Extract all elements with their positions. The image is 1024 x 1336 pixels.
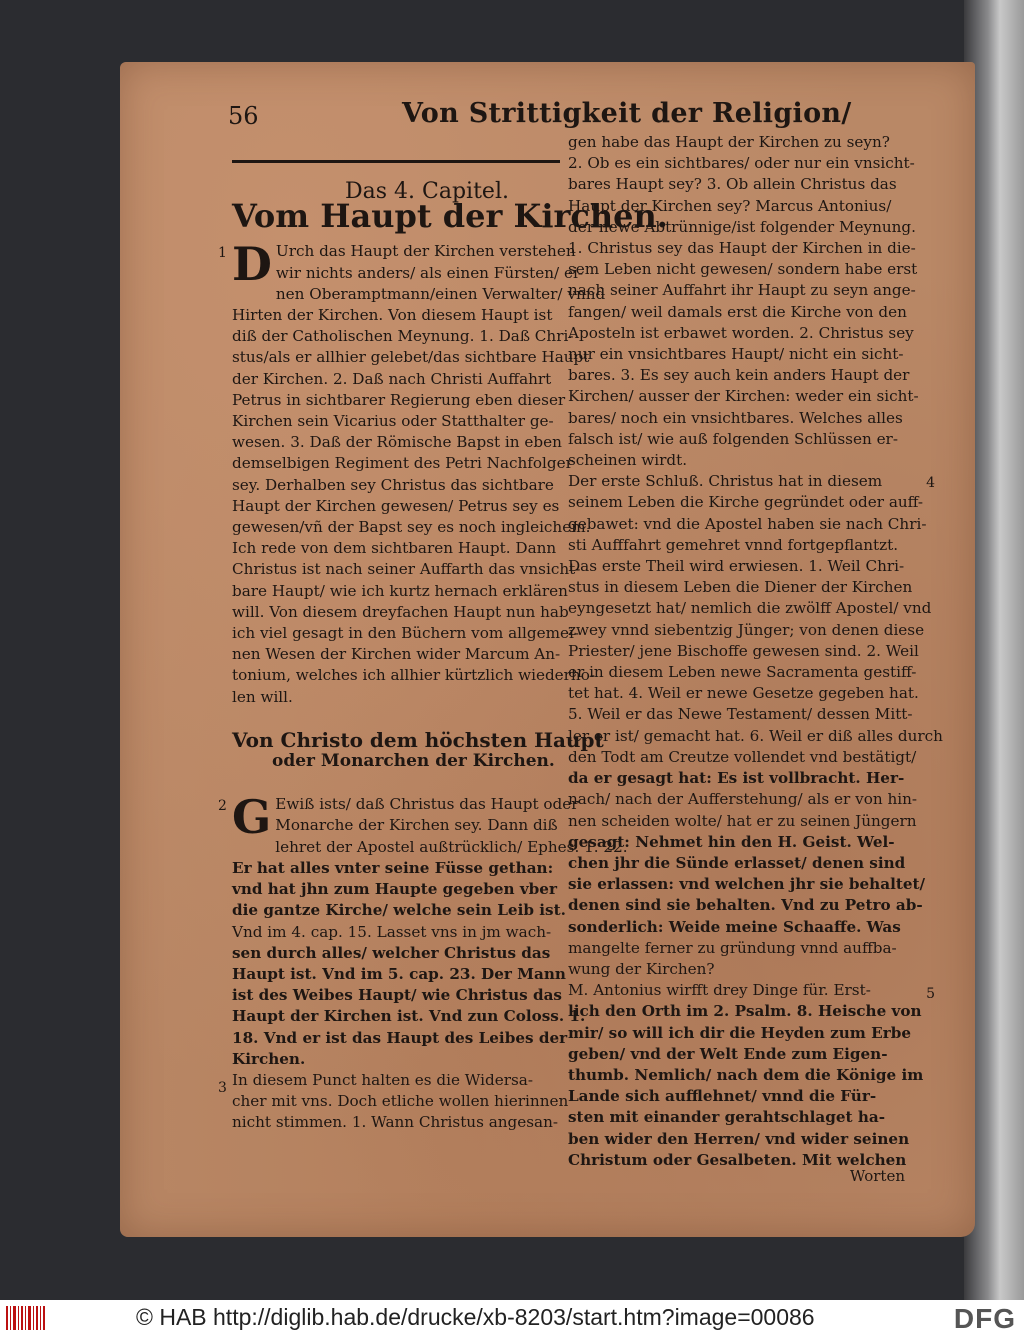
section-1 bbox=[218, 237, 606, 707]
section-3 bbox=[218, 1070, 572, 1134]
text-line: sti Aufffahrt gemehret vnnd fortgepflantzt. bbox=[568, 535, 899, 554]
text-line: 2. Ob es ein sichtbares/ oder nur ein vnsicht- bbox=[568, 154, 915, 173]
text-line: nach seiner Auffahrt ihr Haupt zu seyn ange- bbox=[568, 281, 916, 300]
text-line: Christum oder Gesalbeten. Mit welchen bbox=[568, 1150, 907, 1169]
text-line: Haupt ist. Vnd im 5. cap. 23. Der Mann bbox=[232, 964, 566, 983]
text-line: In diesem Punct halten es die Widersa- bbox=[232, 1070, 533, 1089]
right-text-a bbox=[568, 132, 919, 471]
text-line: Christus ist nach seiner Auffarth das vnsicht- bbox=[232, 560, 581, 579]
text-line: len will. bbox=[232, 687, 293, 706]
text-line: der newe Abtrünnige/ist folgender Meynung. bbox=[568, 217, 916, 236]
text-line: demselbigen Regiment des Petri Nachfolger bbox=[232, 454, 573, 473]
text-line: 5. Weil er das Newe Testament/ dessen Mitt- bbox=[568, 705, 913, 724]
text-line: den Todt am Creutze vollendet vnd bestätigt/ bbox=[568, 747, 917, 766]
section-1-dropcap: D bbox=[232, 237, 272, 292]
text-line: sen durch alles/ welcher Christus das bbox=[232, 943, 551, 962]
text-line: wir nichts anders/ als einen Fürsten/ ei- bbox=[275, 263, 583, 282]
right-text-b bbox=[568, 471, 943, 980]
text-line: will. Von diesem dreyfachen Haupt nun hab bbox=[232, 602, 569, 621]
dfg-logo: DFG bbox=[953, 1303, 1016, 1334]
text-line: wung der Kirchen? bbox=[568, 959, 715, 978]
text-line: Der erste Schluß. Christus hat in diesem bbox=[568, 472, 883, 491]
text-line: sten mit einander gerahtschlaget ha- bbox=[568, 1108, 886, 1127]
text-line: Vnd im 4. cap. 15. Lasset vns in jm wach- bbox=[232, 922, 552, 941]
text-line: gen habe das Haupt der Kirchen zu seyn? bbox=[568, 133, 890, 151]
text-line: nen Oberamptmann/einen Verwalter/ vnnd bbox=[275, 284, 606, 303]
text-line: er in diesem Leben newe Sacramenta gestiff- bbox=[568, 663, 917, 682]
text-line: bares. 3. Es sey auch kein anders Haupt der bbox=[568, 366, 910, 385]
text-line: nach/ nach der Aufferstehung/ als er von hin- bbox=[568, 790, 917, 809]
header-rule bbox=[232, 160, 560, 163]
section-2-text bbox=[232, 790, 628, 1070]
text-line: ben wider den Herren/ vnd wider seinen bbox=[568, 1129, 910, 1148]
chapter-label: Das 4. Capitel. bbox=[345, 179, 509, 204]
text-line: mangelte ferner zu gründung vnnd auffba- bbox=[568, 938, 897, 957]
text-line: gewesen/vñ der Bapst sey es noch ingleichem. bbox=[232, 518, 591, 537]
text-line: sem Leben nicht gewesen/ sondern habe erst bbox=[568, 260, 918, 279]
catchword: Worten bbox=[849, 1167, 905, 1185]
text-line: nen Wesen der Kirchen wider Marcum An- bbox=[232, 645, 561, 664]
text-line: nicht stimmen. 1. Wann Christus angesan- bbox=[232, 1113, 559, 1132]
text-line: seinem Leben die Kirche gegründet oder auff- bbox=[568, 493, 924, 512]
text-line: bare Haupt/ wie ich kurtz hernach erklären bbox=[232, 581, 568, 600]
text-line: da er gesagt hat: Es ist vollbracht. Her- bbox=[568, 769, 905, 788]
text-line: vnd hat jhn zum Haupte gegeben vber bbox=[232, 880, 557, 899]
section-1-number: 1 bbox=[218, 245, 227, 262]
text-line: tonium, welches ich allhier kürtzlich wiederho- bbox=[232, 666, 595, 685]
section-3-text bbox=[232, 1070, 572, 1134]
text-line: ist des Weibes Haupt/ wie Christus das bbox=[232, 986, 562, 1005]
text-line: Hirten der Kirchen. Von diesem Haupt ist bbox=[232, 306, 553, 325]
text-line: chen jhr die Sünde erlasset/ denen sind bbox=[568, 853, 906, 872]
text-line: Priester/ jene Bischoffe gewesen sind. 2. Weil bbox=[568, 641, 919, 660]
text-line: mir/ so will ich dir die Heyden zum Erbe bbox=[568, 1023, 912, 1042]
text-line: Haupt der Kirchen ist. Vnd zun Coloss. 1. bbox=[232, 1007, 586, 1026]
text-line: lich den Orth im 2. Psalm. 8. Heische von bbox=[568, 1002, 922, 1021]
text-line: sie erlassen: vnd welchen jhr sie behaltet/ bbox=[568, 875, 926, 894]
text-line: Lande sich aufflehnet/ vnnd die Für- bbox=[568, 1087, 877, 1106]
text-line: falsch ist/ wie auß folgenden Schlüssen er- bbox=[568, 429, 898, 448]
section-5 bbox=[568, 980, 935, 1171]
text-line: Haupt der Kirchen gewesen/ Petrus sey es bbox=[232, 496, 560, 515]
text-line: sonderlich: Weide meine Schaaffe. Was bbox=[568, 917, 901, 936]
text-line: cher mit vns. Doch etliche wollen hierinnen bbox=[232, 1092, 569, 1111]
section-1-text bbox=[232, 237, 606, 707]
text-line: M. Antonius wirfft drey Dinge für. Erst- bbox=[568, 981, 871, 1000]
text-line: Ich rede von dem sichtbaren Haupt. Dann bbox=[232, 539, 557, 558]
text-line: bares Haupt sey? 3. Ob allein Christus das bbox=[568, 175, 897, 194]
text-line: lehret der Apostel außtrücklich/ Ephes. 1. 22. bbox=[275, 837, 628, 856]
footer-bar bbox=[0, 1300, 1024, 1336]
right-text-c bbox=[568, 980, 924, 1171]
text-line: Petrus in sichtbarer Regierung eben dieser bbox=[232, 390, 566, 409]
text-line: Kirchen sein Vicarius oder Statthalter ge- bbox=[232, 412, 554, 431]
text-line: stus/als er allhier gelebet/das sichtbare Haupt bbox=[232, 348, 590, 367]
hab-barcode-logo bbox=[6, 1306, 46, 1330]
text-line: eyngesetzt hat/ nemlich die zwölff Apostel/ vnd bbox=[568, 599, 932, 618]
text-line: ich viel gesagt in den Büchern vom allgemei- bbox=[232, 624, 579, 643]
text-line: die gantze Kirche/ welche sein Leib ist. bbox=[232, 901, 566, 920]
text-line: thumb. Nemlich/ nach dem die Könige im bbox=[568, 1065, 924, 1084]
text-line: zwey vnnd siebentzig Jünger; von denen diese bbox=[568, 620, 925, 639]
text-line: Ewiß ists/ daß Christus das Haupt oder bbox=[275, 795, 579, 814]
text-line: bares/ noch ein vnsichtbares. Welches alles bbox=[568, 408, 903, 427]
text-line: scheinen wirdt. bbox=[568, 451, 688, 470]
page-number: 56 bbox=[228, 102, 259, 130]
section-2 bbox=[218, 790, 628, 1070]
text-line: Haupt der Kirchen sey? Marcus Antonius/ bbox=[568, 196, 892, 215]
section-4-number: 4 bbox=[926, 475, 935, 492]
section-3-number: 3 bbox=[218, 1079, 227, 1096]
section-heading: Von Christo dem höchsten Haupt bbox=[232, 727, 604, 752]
text-line: Das erste Theil wird erwiesen. 1. Weil Chri- bbox=[568, 557, 905, 576]
text-line: Kirchen. bbox=[232, 1049, 306, 1068]
text-line: stus in diesem Leben die Diener der Kirchen bbox=[568, 578, 913, 597]
text-line: gesagt: Nehmet hin den H. Geist. Wel- bbox=[568, 832, 895, 851]
text-line: 1. Christus sey das Haupt der Kirchen in die- bbox=[568, 239, 916, 258]
section-subheading: oder Monarchen der Kirchen. bbox=[272, 751, 555, 772]
text-line: ler er ist/ gemacht hat. 6. Weil er diß alles durch bbox=[568, 726, 943, 745]
text-line: gebawet: vnd die Apostel haben sie nach Chri- bbox=[568, 514, 927, 533]
section-2-number: 2 bbox=[218, 798, 227, 815]
section-4 bbox=[568, 471, 943, 980]
text-line: nur ein vnsichtbares Haupt/ nicht ein sicht- bbox=[568, 345, 904, 364]
text-line: fangen/ weil damals erst die Kirche von den bbox=[568, 302, 907, 321]
text-line: Monarche der Kirchen sey. Dann diß bbox=[275, 816, 558, 835]
text-line: wesen. 3. Daß der Römische Bapst in eben bbox=[232, 433, 562, 452]
text-line: geben/ vnd der Welt Ende zum Eigen- bbox=[568, 1044, 888, 1063]
text-line: Kirchen/ ausser der Kirchen: weder ein sicht- bbox=[568, 387, 919, 406]
text-line: sey. Derhalben sey Christus das sichtbare bbox=[232, 475, 554, 494]
book-page bbox=[120, 62, 975, 1237]
footer-source-link[interactable]: © HAB http://diglib.hab.de/drucke/xb-8203/start.htm?image=00086 bbox=[136, 1304, 815, 1330]
text-line: nen scheiden wolte/ hat er zu seinen Jüngern bbox=[568, 811, 917, 830]
text-line: diß der Catholischen Meynung. 1. Daß Chri- bbox=[232, 327, 574, 346]
text-line: Er hat alles vnter seine Füsse gethan: bbox=[232, 858, 554, 877]
text-line: der Kirchen. 2. Daß nach Christi Auffahrt bbox=[232, 369, 552, 388]
text-line: 18. Vnd er ist das Haupt des Leibes der bbox=[232, 1028, 568, 1047]
running-head: Von Strittigkeit der Religion/ bbox=[402, 98, 852, 129]
text-line: tet hat. 4. Weil er newe Gesetze gegeben hat. bbox=[568, 684, 919, 703]
text-line: Aposteln ist erbawet worden. 2. Christus sey bbox=[568, 323, 914, 342]
text-line: denen sind sie behalten. Vnd zu Petro ab- bbox=[568, 896, 923, 915]
chapter-title: Vom Haupt der Kirchen. bbox=[232, 197, 668, 236]
section-2-dropcap: G bbox=[232, 790, 272, 845]
text-line: Urch das Haupt der Kirchen verstehen bbox=[275, 242, 576, 261]
section-5-number: 5 bbox=[926, 986, 935, 1003]
right-column bbox=[568, 132, 943, 1171]
